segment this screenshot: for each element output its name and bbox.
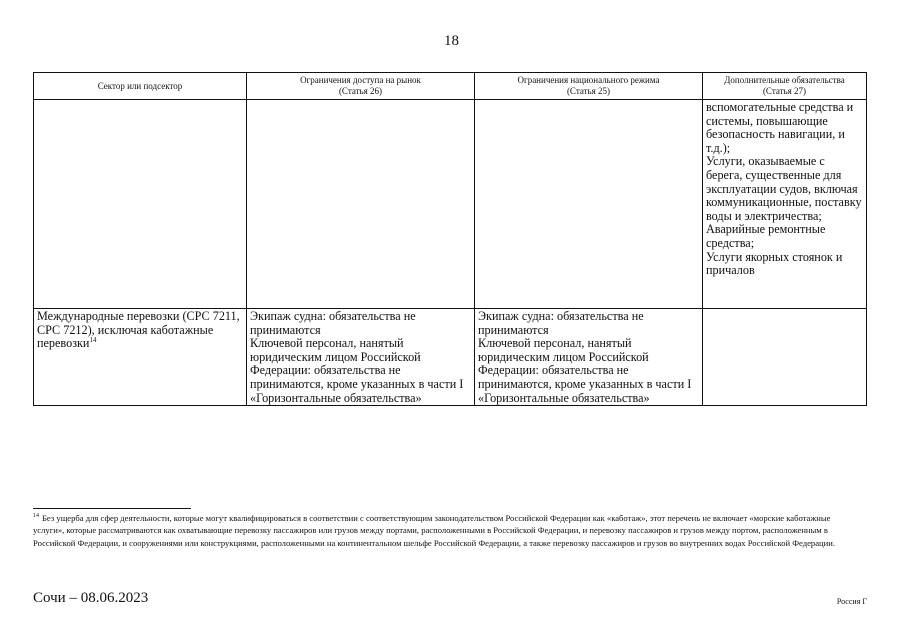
footnote-reference[interactable]: 14 (89, 336, 97, 345)
footnote-separator (33, 508, 191, 509)
row2-national-treatment-cell (475, 309, 703, 406)
header-additional-commitments: Дополнительные обязательства (Статья 27) (703, 73, 867, 100)
national-treatment-key-personnel: Ключевой персонал, нанятый юридическим лицом Российской Федерации: обязательства не принимаются, кроме указанных в части I «Горизонтальные обязательства» (478, 336, 692, 405)
row2-sector-cell (34, 309, 247, 406)
sector-text: Международные перевозки (СРС 7211, СРС 7212), исключая каботажные перевозки (37, 309, 240, 351)
commitments-table (33, 72, 867, 406)
footnote (33, 512, 853, 549)
national-treatment-crew: Экипаж судна: обязательства не принимаются (478, 309, 644, 337)
market-access-key-personnel: Ключевой персонал, нанятый юридическим лицом Российской Федерации: обязательства не принимаются, кроме указанных в части I «Горизонтальные обязательства» (250, 336, 464, 405)
additional-text (703, 309, 866, 310)
table-row (34, 100, 867, 309)
market-access-crew: Экипаж судна: обязательства не принимаются (250, 309, 416, 337)
additional-paragraph: Аварийные ремонтные средства; (706, 222, 826, 250)
additional-paragraph: Услуги якорных стоянок и причалов (706, 249, 843, 278)
table-header-row (34, 73, 867, 100)
table-row (34, 309, 867, 406)
additional-paragraph: вспомогательные средства и системы, повышающие безопасность навигации, и т.д.); (706, 100, 854, 155)
additional-paragraph: Услуги, оказываемые с берега, существенные для эксплуатации судов, включая коммуникационные, поставку воды и электричества; (706, 154, 862, 223)
row2-additional-cell (703, 309, 867, 406)
row1-national-treatment-cell (475, 100, 703, 309)
header-national-treatment: Ограничения национального режима (Статья 25) (475, 73, 703, 100)
row1-market-access-cell (247, 100, 475, 309)
footer-code: Россия Г (836, 597, 867, 606)
row2-market-access-cell (247, 309, 475, 406)
page-number: 18 (444, 33, 459, 49)
footnote-text: Без ущерба для сфер деятельности, которые могут квалифицироваться в соответствии с соответствующим законодательством Российской Федерации как «каботаж», этот перечень не включает «морские каботажные услуги», которые рассматриваются как охватывающие перевозку пассажиров или грузов между портами, расположенными в Российской Федерации, и перевозку пассажиров и грузов между портом, расположенным в Российской Федерации, и сооружениями или конструкциями, расположенными на континентальном шельфе Российской Федерации, а также перевозку пассажиров и грузов во внутренних водах Российской Федерации. (33, 513, 835, 548)
footnote-number: 14 (33, 513, 39, 520)
row1-additional-cell (703, 100, 867, 309)
row1-sector-cell (34, 100, 247, 309)
header-sector: Сектор или подсектор (34, 73, 247, 100)
footer-location-date: Сочи – 08.06.2023 (33, 590, 149, 606)
header-market-access: Ограничения доступа на рынок (Статья 26) (247, 73, 475, 100)
